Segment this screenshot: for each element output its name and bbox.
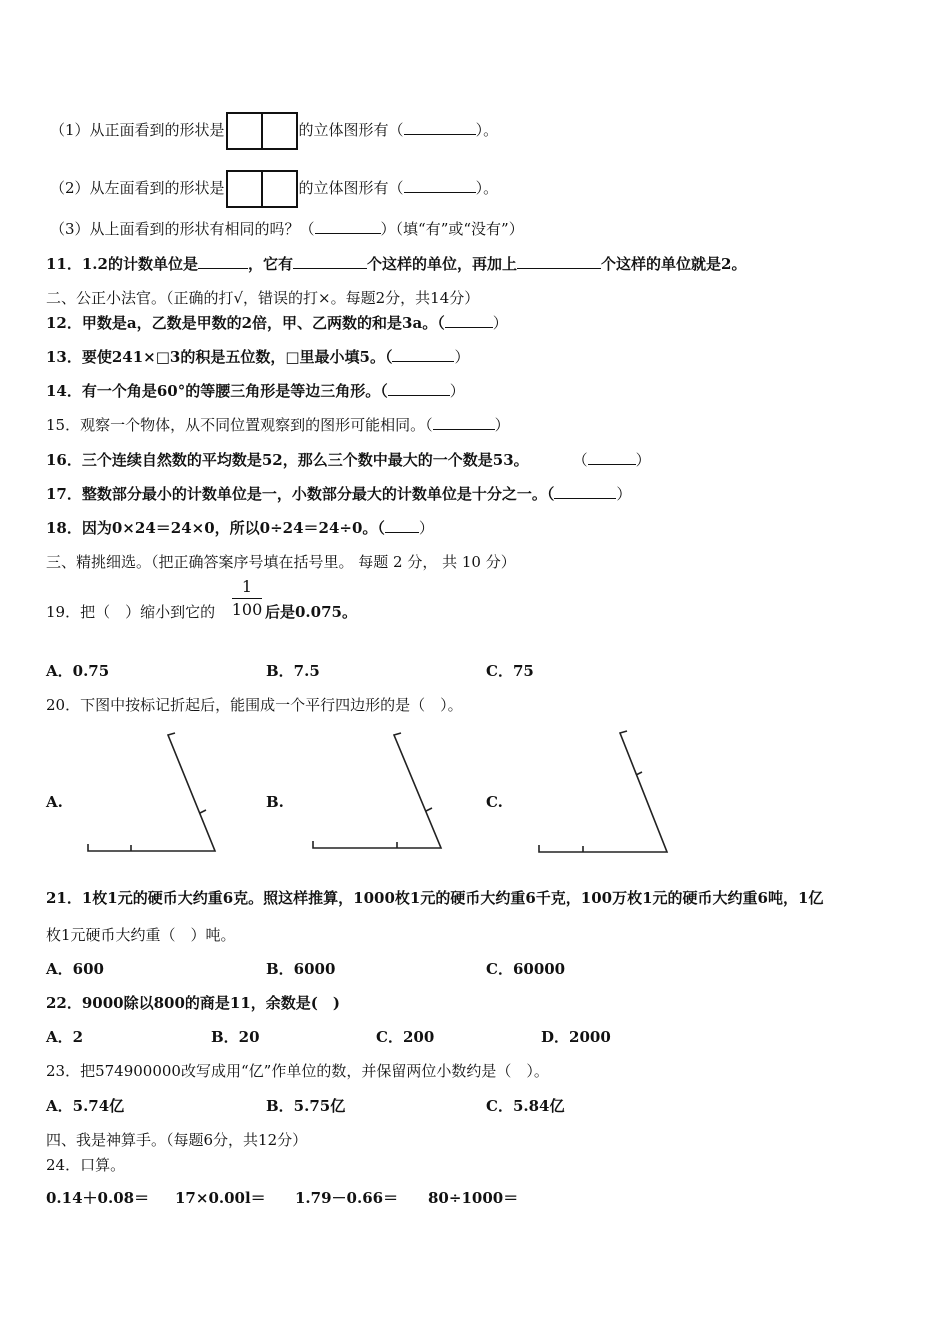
paren-close: ） [454,348,470,366]
q19-option-c[interactable]: C．75 [486,662,534,680]
q20-figure-a [88,733,215,851]
paren-close: ） [494,416,510,434]
q13-text: 13．要使241×□3的积是五位数，□里最小填5。（ [46,348,393,366]
q10-part3-text: （3）从上面看到的形状有相同的吗？（ [50,220,315,238]
question-19-post: 后是0.075。 [265,603,357,621]
section-2-heading: 二、公正小法官。（正确的打√，错误的打×。每题2分，共14分） [46,289,480,307]
paren-close: ） [418,519,434,537]
q21-option-c[interactable]: C．60000 [486,960,566,978]
q22-option-c[interactable]: C．200 [376,1028,435,1046]
q15-text: 15．观察一个物体，从不同位置观察到的图形可能相同。（ [46,416,433,434]
paren-close: ） [449,382,465,400]
question-20: 20．下图中按标记折起后，能围成一个平行四边形的是（ ）。 [46,696,463,714]
question-24-title: 24．口算。 [46,1156,126,1174]
q22-option-a[interactable]: A．2 [46,1028,84,1046]
q10-part2-pre: （2）从左面看到的形状是 [50,179,225,197]
q21-option-b[interactable]: B．6000 [266,960,336,978]
q11-text-b: ，它有 [247,255,293,273]
q24-item-3[interactable]: 1.79－0.66＝ [295,1189,399,1207]
q10-part1-post: 的立体图形有（ [298,121,404,139]
q23-option-c[interactable]: C．5.84亿 [486,1097,565,1115]
q10-part1-end: ）。 [475,121,499,139]
paren-open: （ [572,451,588,469]
q10-part2-end: ）。 [475,179,499,197]
q20-label-a[interactable]: A. [46,793,63,811]
q22-option-b[interactable]: B．20 [211,1028,260,1046]
question-22: 22．9000除以800的商是11，余数是( ) [46,994,341,1012]
q20-figure-b [313,733,441,848]
question-23: 23．把574900000改写成用“亿”作单位的数，并保留两位小数约是（ ）。 [46,1062,549,1080]
q22-option-d[interactable]: D．2000 [541,1028,611,1046]
fraction-numerator: 1 [241,577,253,596]
q20-figure-c [539,731,667,852]
q20-label-b[interactable]: B. [266,793,284,811]
question-21-line1: 21．1枚1元的硬币大约重6克。照这样推算，1000枚1元的硬币大约重6千克，100万枚1元的硬币大约重6吨，1亿 [46,889,824,907]
question-21-line2: 枚1元硬币大约重（ ）吨。 [46,926,236,944]
q19-option-b[interactable]: B．7.5 [266,662,320,680]
q19-option-a[interactable]: A．0.75 [46,662,110,680]
paren-close: ） [492,314,508,332]
q24-item-1[interactable]: 0.14＋0.08＝ [46,1189,150,1207]
fraction-denominator: 100 [231,600,263,619]
q16-text: 16．三个连续自然数的平均数是52，那么三个数中最大的一个数是53。 [46,451,529,469]
section-3-heading: 三、精挑细选。（把正确答案序号填在括号里。 每题 2 分， 共 10 分） [46,553,516,571]
q23-option-a[interactable]: A．5.74亿 [46,1097,125,1115]
q21-option-a[interactable]: A．600 [46,960,104,978]
q11-text-d: 个这样的单位就是2。 [601,255,747,273]
paren-close: ） [616,485,632,503]
q14-text: 14．有一个角是60°的等腰三角形是等边三角形。（ [46,382,388,400]
q12-text: 12．甲数是a，乙数是甲数的2倍，甲、乙两数的和是3a。（ [46,314,445,332]
q24-item-4[interactable]: 80÷1000＝ [428,1189,519,1207]
section-4-heading: 四、我是神算手。（每题6分，共12分） [46,1131,308,1149]
paren-close: ） [635,451,651,469]
q18-text: 18．因为0×24＝24×0，所以0÷24＝24÷0。（ [46,519,385,537]
q10-part1-pre: （1）从正面看到的形状是 [50,121,225,139]
q24-item-2[interactable]: 17×0.00l＝ [175,1189,266,1207]
q10-part2-post: 的立体图形有（ [298,179,404,197]
question-19-pre: 19．把（ ）缩小到它的 [46,603,216,621]
q20-label-c[interactable]: C. [486,793,503,811]
q17-text: 17．整数部分最小的计数单位是一，小数部分最大的计数单位是十分之一。（ [46,485,555,503]
q23-option-b[interactable]: B．5.75亿 [266,1097,346,1115]
q11-text-c: 个这样的单位，再加上 [367,255,518,273]
q11-text-a: 11．1.2的计数单位是 [46,255,198,273]
q10-part3-end: ）（填“有”或“没有”） [380,220,524,238]
